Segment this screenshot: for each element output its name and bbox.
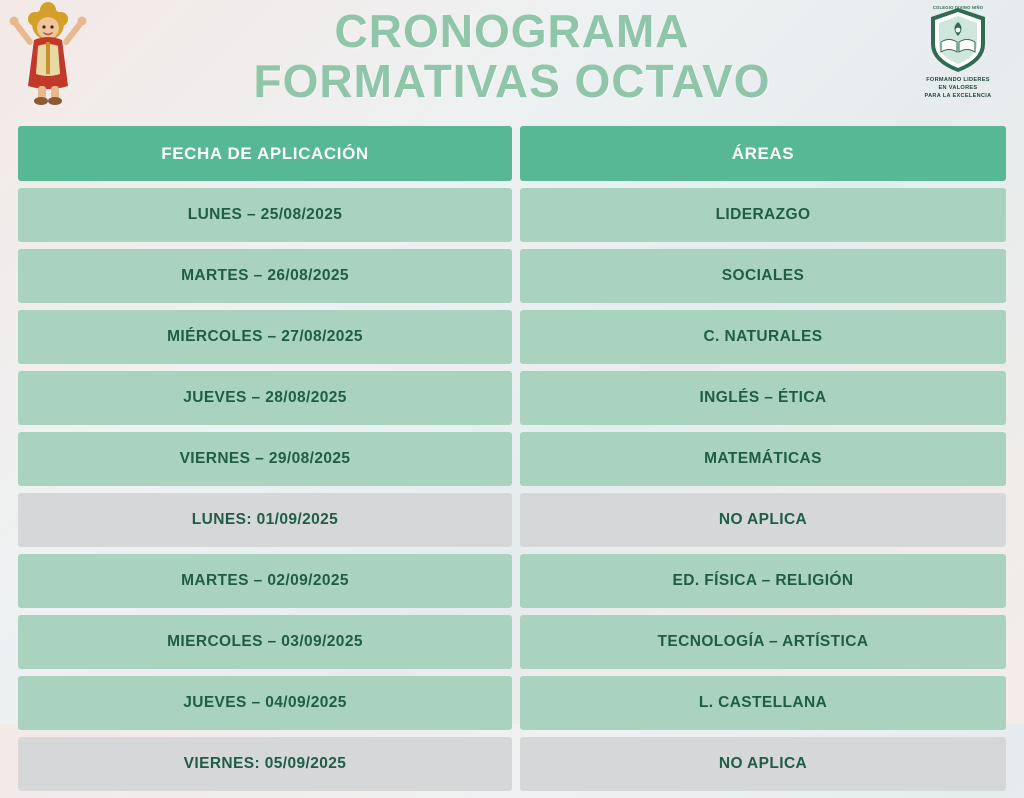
cell-area: TECNOLOGÍA – ARTÍSTICA [520, 615, 1006, 669]
cell-date: VIERNES – 29/08/2025 [18, 432, 512, 486]
cell-date: LUNES – 25/08/2025 [18, 188, 512, 242]
cell-date: VIERNES: 05/09/2025 [18, 737, 512, 791]
cell-area: ED. FÍSICA – RELIGIÓN [520, 554, 1006, 608]
cell-date: MARTES – 02/09/2025 [18, 554, 512, 608]
cell-area: LIDERAZGO [520, 188, 1006, 242]
cell-date: MARTES – 26/08/2025 [18, 249, 512, 303]
motto-line-1: FORMANDO LIDERES [926, 77, 990, 83]
table-body [18, 188, 1006, 791]
table-row [18, 493, 1006, 547]
cell-date: MIERCOLES – 03/09/2025 [18, 615, 512, 669]
cell-date: JUEVES – 28/08/2025 [18, 371, 512, 425]
crest-ring-text: COLEGIO DIVINO NIÑO [932, 5, 984, 10]
school-logo [910, 6, 1006, 106]
title-line-1: CRONOGRAMA [334, 5, 690, 57]
table-row [18, 554, 1006, 608]
table-row [18, 249, 1006, 303]
child-figure-illustration-icon [8, 2, 88, 106]
table-row [18, 371, 1006, 425]
school-motto [910, 76, 1006, 100]
page-header [0, 0, 1024, 112]
cell-area: NO APLICA [520, 493, 1006, 547]
table-row [18, 432, 1006, 486]
cell-area: INGLÉS – ÉTICA [520, 371, 1006, 425]
cell-date: JUEVES – 04/09/2025 [18, 676, 512, 730]
cell-area: SOCIALES [520, 249, 1006, 303]
cell-area: MATEMÁTICAS [520, 432, 1006, 486]
cell-area: L. CASTELLANA [520, 676, 1006, 730]
cell-date: MIÉRCOLES – 27/08/2025 [18, 310, 512, 364]
table-row [18, 615, 1006, 669]
title-line-2: FORMATIVAS OCTAVO [253, 55, 771, 107]
school-crest-icon [927, 6, 989, 74]
table-row [18, 310, 1006, 364]
schedule-table [18, 126, 1006, 798]
column-header-date: FECHA DE APLICACIÓN [18, 126, 512, 181]
page-title [253, 5, 771, 107]
cell-area: NO APLICA [520, 737, 1006, 791]
column-header-area: ÁREAS [520, 126, 1006, 181]
cell-date: LUNES: 01/09/2025 [18, 493, 512, 547]
table-row [18, 737, 1006, 791]
table-header-row [18, 126, 1006, 181]
table-row [18, 188, 1006, 242]
cell-area: C. NATURALES [520, 310, 1006, 364]
table-row [18, 676, 1006, 730]
motto-line-3: PARA LA EXCELENCIA [924, 93, 992, 100]
motto-line-2: EN VALORES [938, 85, 978, 92]
